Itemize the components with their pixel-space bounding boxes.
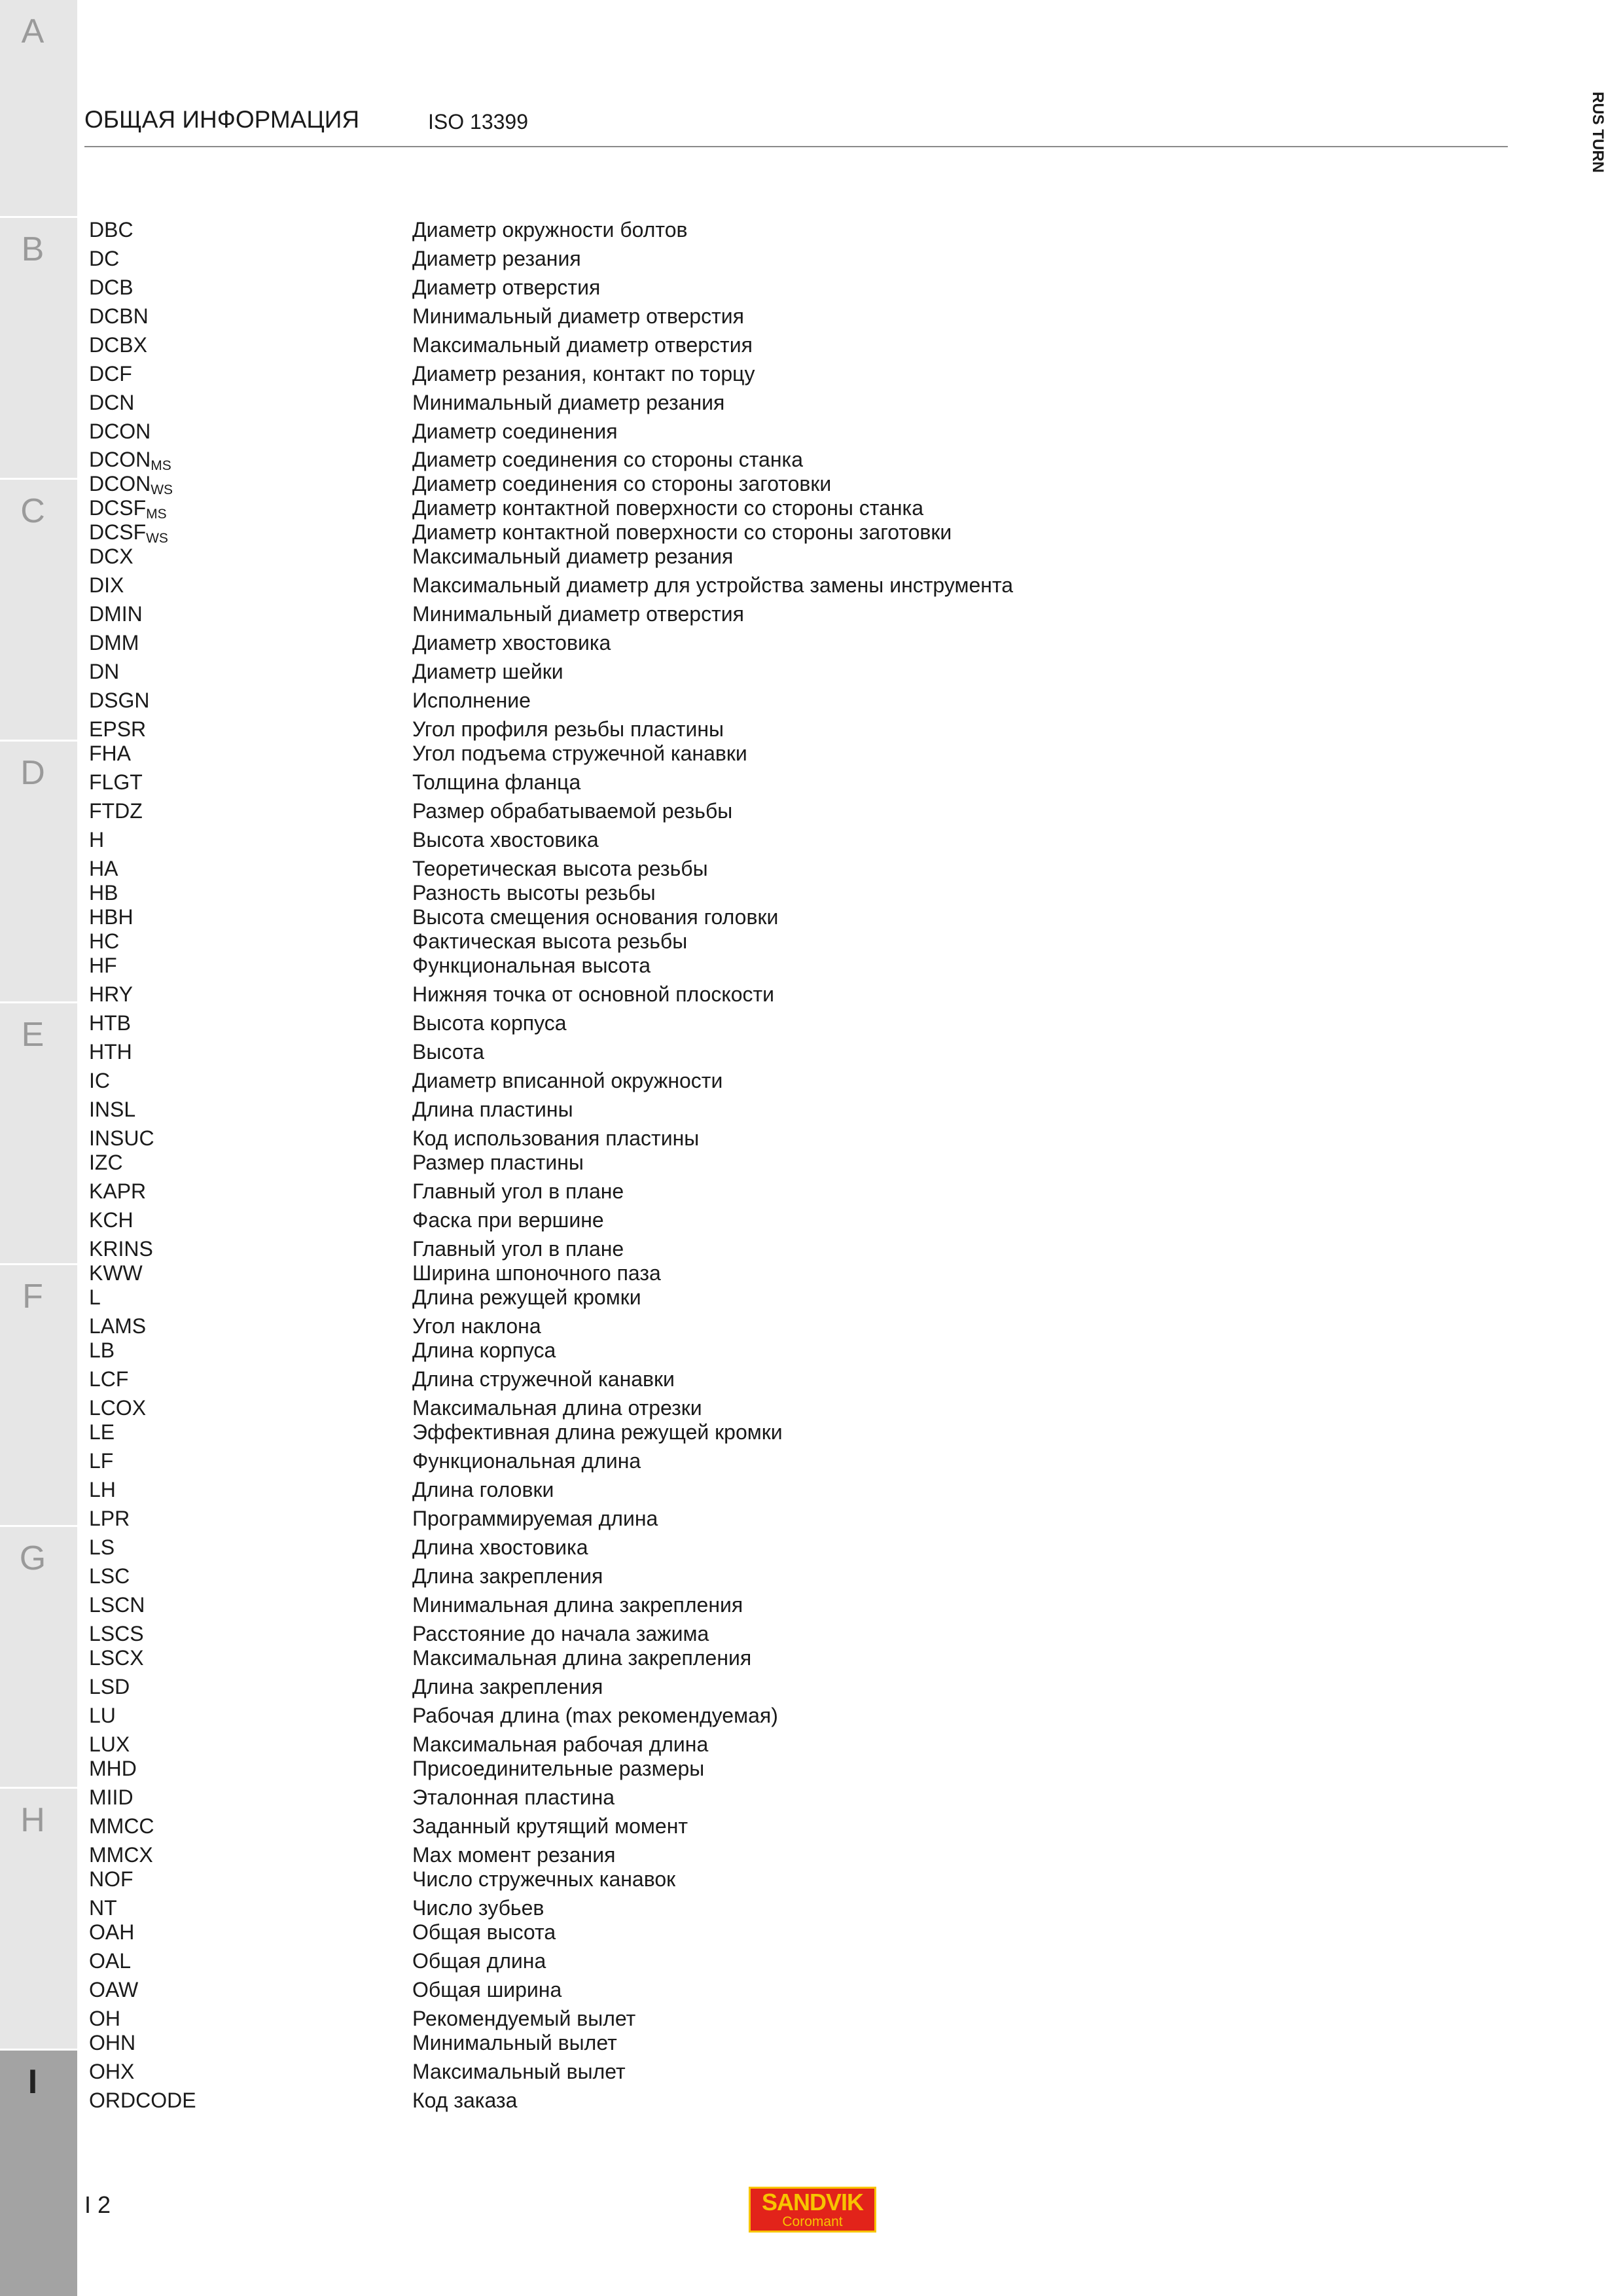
abbreviation-code [89, 1535, 115, 1560]
code-text: DCBN [89, 304, 149, 328]
abbreviation-description: Диаметр окружности болтов [412, 218, 688, 242]
abbreviation-description: Максимальный вылет [412, 2060, 626, 2083]
abbreviation-code [89, 1843, 153, 1867]
code-text: DN [89, 660, 120, 683]
abbreviation-description: Диаметр контактной поверхности со стороны заготовки [412, 520, 952, 544]
code-text: DCON [89, 472, 151, 495]
abbreviation-code [89, 520, 168, 547]
tab-g[interactable] [0, 1527, 77, 1787]
tab-f[interactable] [0, 1265, 77, 1525]
code-text: OH [89, 2007, 120, 2030]
abbreviation-description: Эталонная пластина [412, 1785, 615, 1809]
abbreviation-code [89, 1285, 101, 1310]
code-text: HC [89, 929, 120, 953]
abbreviation-description: Длина закрепления [412, 1564, 603, 1588]
abbreviation-description: Диаметр вписанной окружности [412, 1069, 723, 1092]
code-text: FHA [89, 742, 131, 765]
code-text: DMM [89, 631, 139, 655]
code-text: DIX [89, 573, 124, 597]
tab-e[interactable] [0, 1003, 77, 1263]
abbreviation-description: Max момент резания [412, 1843, 616, 1867]
side-language-label: RUS TURN [1589, 92, 1607, 173]
abbreviation-description: Максимальный диаметр для устройства замены инструмента [412, 573, 1014, 597]
abbreviation-code [89, 1261, 143, 1285]
abbreviation-description: Эффективная длина режущей кромки [412, 1420, 783, 1444]
code-text: L [89, 1285, 101, 1309]
code-text: DCBX [89, 333, 147, 357]
abbreviation-code [89, 631, 139, 655]
abbreviation-description: Диаметр хвостовика [412, 631, 611, 655]
tab-letter: C [20, 492, 45, 530]
abbreviation-description: Минимальный вылет [412, 2031, 617, 2054]
abbreviation-code [89, 2031, 135, 2055]
abbreviation-description: Длина стружечной канавки [412, 1367, 675, 1391]
abbreviation-code [89, 717, 146, 742]
abbreviation-code [89, 1237, 153, 1261]
abbreviation-code [89, 1978, 138, 2002]
code-text: DCF [89, 362, 132, 386]
abbreviation-code [89, 799, 143, 823]
code-subscript: WS [146, 531, 168, 546]
code-text: LH [89, 1478, 116, 1501]
abbreviation-code [89, 954, 117, 978]
logo-sub: Coromant [782, 2214, 843, 2229]
code-text: HF [89, 954, 117, 977]
abbreviation-code [89, 1478, 116, 1502]
code-text: NOF [89, 1867, 134, 1891]
abbreviation-description: Минимальный диаметр отверстия [412, 304, 744, 328]
abbreviation-code [89, 881, 118, 905]
abbreviation-code [89, 1040, 132, 1064]
abbreviation-description: Угол подъема стружечной канавки [412, 742, 747, 765]
code-text: KAPR [89, 1179, 147, 1203]
code-text: DCSF [89, 520, 147, 544]
abbreviation-description: Главный угол в плане [412, 1237, 624, 1261]
abbreviation-description: Длина хвостовика [412, 1535, 588, 1559]
abbreviation-code [89, 1704, 116, 1728]
code-text: MHD [89, 1757, 137, 1780]
code-text: DCB [89, 276, 134, 299]
code-text: INSUC [89, 1126, 154, 1150]
tab-b[interactable] [0, 218, 77, 478]
tab-letter: G [19, 1539, 46, 1577]
code-text: DCON [89, 420, 151, 443]
code-text: ORDCODE [89, 2089, 196, 2112]
abbreviation-code [89, 1367, 128, 1391]
code-subscript: MS [146, 507, 167, 522]
code-text: FLGT [89, 770, 143, 794]
abbreviation-code [89, 1593, 145, 1617]
abbreviation-code [89, 857, 118, 881]
code-text: LCOX [89, 1396, 147, 1420]
abbreviation-code [89, 1396, 146, 1420]
code-text: DSGN [89, 689, 150, 712]
code-text: MMCC [89, 1814, 154, 1838]
abbreviation-code [89, 770, 143, 795]
abbreviation-code [89, 1011, 131, 1035]
abbreviation-code [89, 1949, 131, 1973]
code-text: KCH [89, 1208, 134, 1232]
abbreviation-code [89, 1151, 123, 1175]
code-text: KWW [89, 1261, 143, 1285]
code-text: DC [89, 247, 120, 270]
code-text: HBH [89, 905, 134, 929]
tab-a[interactable] [0, 0, 77, 216]
code-text: OAH [89, 1920, 135, 1944]
code-text: HB [89, 881, 118, 905]
code-text: HTH [89, 1040, 132, 1064]
sandvik-coromant-logo [749, 2187, 876, 2233]
section-title: ОБЩАЯ ИНФОРМАЦИЯ [84, 106, 360, 133]
abbreviation-description: Диаметр отверстия [412, 276, 601, 299]
code-text: INSL [89, 1098, 136, 1121]
abbreviation-description: Число зубьев [412, 1896, 544, 1920]
abbreviation-description: Общая ширина [412, 1978, 562, 2001]
abbreviation-description: Максимальная длина отрезки [412, 1396, 702, 1420]
abbreviation-code [89, 1449, 113, 1473]
abbreviation-description: Теоретическая высота резьбы [412, 857, 708, 880]
abbreviation-description: Диаметр соединения [412, 420, 618, 443]
abbreviation-code [89, 276, 134, 300]
code-text: LS [89, 1535, 115, 1559]
abbreviation-code [89, 1208, 134, 1232]
code-text: LCF [89, 1367, 129, 1391]
code-text: DMIN [89, 602, 143, 626]
abbreviation-description: Максимальная рабочая длина [412, 1732, 709, 1756]
tab-d[interactable] [0, 742, 77, 1001]
code-text: OAL [89, 1949, 132, 1973]
code-text: FTDZ [89, 799, 143, 823]
abbreviation-code [89, 1622, 144, 1646]
abbreviation-description: Рекомендуемый вылет [412, 2007, 636, 2030]
abbreviation-description: Расстояние до начала зажима [412, 1622, 709, 1645]
code-text: NT [89, 1896, 117, 1920]
abbreviation-description: Главный угол в плане [412, 1179, 624, 1203]
abbreviation-description: Диаметр соединения со стороны станка [412, 448, 804, 471]
abbreviation-code [89, 982, 133, 1007]
abbreviation-description: Код использования пластины [412, 1126, 700, 1150]
abbreviation-code [89, 1420, 115, 1444]
code-text: KRINS [89, 1237, 153, 1261]
code-text: DBC [89, 218, 134, 242]
abbreviation-description: Число стружечных канавок [412, 1867, 676, 1891]
abbreviation-code [89, 333, 147, 357]
code-text: LAMS [89, 1314, 147, 1338]
tab-letter: D [20, 754, 45, 792]
abbreviation-description: Программируемая длина [412, 1507, 658, 1530]
abbreviation-code [89, 1814, 154, 1839]
abbreviation-description: Максимальная длина закрепления [412, 1646, 752, 1670]
code-text: H [89, 828, 105, 852]
abbreviation-description: Максимальный диаметр отверстия [412, 333, 753, 357]
abbreviation-code [89, 2060, 134, 2084]
code-text: HRY [89, 982, 133, 1006]
abbreviation-description: Минимальная длина закрепления [412, 1593, 743, 1617]
tab-letter: B [21, 230, 45, 268]
abbreviation-description: Максимальный диаметр резания [412, 545, 734, 568]
abbreviation-code [89, 905, 134, 929]
abbreviation-description: Диаметр шейки [412, 660, 563, 683]
abbreviation-description: Исполнение [412, 689, 531, 712]
code-text: DCX [89, 545, 134, 568]
tab-letter: F [22, 1278, 43, 1316]
tab-letter: A [21, 12, 45, 50]
abbreviation-code [89, 1314, 146, 1338]
abbreviation-code [89, 742, 131, 766]
code-text: LPR [89, 1507, 130, 1530]
code-text: LSCS [89, 1622, 144, 1645]
tab-c[interactable] [0, 480, 77, 740]
code-text: DCON [89, 448, 151, 471]
abbreviation-code [89, 1507, 130, 1531]
code-text: LU [89, 1704, 116, 1727]
abbreviation-description: Диаметр контактной поверхности со стороны станка [412, 496, 924, 520]
abbreviation-description: Угол наклона [412, 1314, 541, 1338]
abbreviation-code [89, 1564, 130, 1588]
abbreviation-code [89, 496, 167, 522]
abbreviation-description: Размер пластины [412, 1151, 584, 1174]
abbreviation-description: Высота корпуса [412, 1011, 567, 1035]
code-text: LSD [89, 1675, 130, 1698]
code-text: LB [89, 1338, 115, 1362]
code-text: OAW [89, 1978, 139, 2001]
abbreviation-code [89, 828, 104, 852]
abbreviation-code [89, 1675, 130, 1699]
abbreviation-code [89, 304, 149, 329]
abbreviation-code [89, 1069, 110, 1093]
code-text: OHX [89, 2060, 135, 2083]
tab-i[interactable] [0, 2051, 77, 2296]
abbreviation-code [89, 1896, 117, 1920]
abbreviation-code [89, 448, 171, 474]
abbreviation-description: Минимальный диаметр резания [412, 391, 725, 414]
abbreviation-description: Диаметр резания, контакт по торцу [412, 362, 755, 386]
abbreviation-description: Минимальный диаметр отверстия [412, 602, 744, 626]
tab-letter: I [27, 2063, 38, 2101]
tab-h[interactable] [0, 1789, 77, 2049]
abbreviation-code [89, 929, 119, 954]
code-text: OHN [89, 2031, 136, 2054]
abbreviation-description: Длина пластины [412, 1098, 573, 1121]
abbreviation-description: Функциональная высота [412, 954, 651, 977]
abbreviation-code [89, 1646, 144, 1670]
code-text: LSCX [89, 1646, 144, 1670]
abbreviation-code [89, 602, 143, 626]
abbreviation-description: Общая высота [412, 1920, 556, 1944]
tab-letter: H [20, 1801, 45, 1839]
code-text: EPSR [89, 717, 147, 741]
abbreviation-code [89, 689, 149, 713]
header-divider [84, 146, 1508, 147]
code-text: LF [89, 1449, 114, 1473]
code-subscript: MS [151, 458, 171, 473]
abbreviation-code [89, 545, 134, 569]
abbreviation-code [89, 1785, 134, 1810]
code-text: HA [89, 857, 118, 880]
abbreviation-description: Толщина фланца [412, 770, 581, 794]
abbreviation-code [89, 660, 119, 684]
abbreviation-code [89, 1920, 134, 1945]
abbreviation-code [89, 1098, 135, 1122]
abbreviation-description: Длина корпуса [412, 1338, 556, 1362]
abbreviation-description: Функциональная длина [412, 1449, 641, 1473]
abbreviation-code [89, 573, 124, 598]
abbreviation-description: Длина головки [412, 1478, 554, 1501]
abbreviation-description: Разность высоты резьбы [412, 881, 656, 905]
abbreviation-description: Нижняя точка от основной плоскости [412, 982, 775, 1006]
abbreviation-description: Размер обрабатываемой резьбы [412, 799, 733, 823]
abbreviation-code [89, 1867, 134, 1892]
section-tabs [0, 0, 77, 2296]
abbreviation-description: Высота [412, 1040, 484, 1064]
abbreviation-description: Высота смещения основания головки [412, 905, 779, 929]
code-text: DCSF [89, 496, 147, 520]
abbreviation-description: Диаметр резания [412, 247, 581, 270]
abbreviation-code [89, 1126, 154, 1151]
abbreviation-description: Угол профиля резьбы пластины [412, 717, 724, 741]
abbreviation-description: Длина режущей кромки [412, 1285, 641, 1309]
abbreviation-code [89, 247, 119, 271]
abbreviation-description: Рабочая длина (max рекомендуемая) [412, 1704, 778, 1727]
abbreviation-description: Присоединительные размеры [412, 1757, 705, 1780]
abbreviation-description: Диаметр соединения со стороны заготовки [412, 472, 832, 495]
code-subscript: WS [151, 482, 173, 497]
abbreviation-description: Фактическая высота резьбы [412, 929, 688, 953]
code-text: LSC [89, 1564, 130, 1588]
code-text: HTB [89, 1011, 131, 1035]
abbreviation-description: Длина закрепления [412, 1675, 603, 1698]
page-number: I 2 [84, 2191, 111, 2218]
abbreviation-description: Заданный крутящий момент [412, 1814, 688, 1838]
code-text: LSCN [89, 1593, 145, 1617]
code-text: IC [89, 1069, 110, 1092]
code-text: LE [89, 1420, 115, 1444]
abbreviation-description: Фаска при вершине [412, 1208, 604, 1232]
abbreviation-code [89, 1732, 130, 1757]
abbreviation-description: Высота хвостовика [412, 828, 599, 852]
abbreviation-code [89, 1757, 137, 1781]
code-text: MIID [89, 1785, 134, 1809]
abbreviation-code [89, 1179, 146, 1204]
abbreviation-description: Ширина шпоночного паза [412, 1261, 661, 1285]
abbreviation-description: Общая длина [412, 1949, 546, 1973]
tab-letter: E [21, 1016, 45, 1054]
abbreviation-description: Код заказа [412, 2089, 518, 2112]
abbreviation-code [89, 472, 173, 498]
code-text: MMCX [89, 1843, 153, 1867]
logo-brand: SANDVIK [761, 2189, 864, 2215]
code-text: IZC [89, 1151, 123, 1174]
standard-label: ISO 13399 [428, 110, 528, 134]
abbreviation-code [89, 2007, 120, 2031]
abbreviation-code [89, 218, 134, 242]
code-text: LUX [89, 1732, 130, 1756]
abbreviation-code [89, 420, 151, 444]
code-text: DCN [89, 391, 135, 414]
abbreviation-code [89, 2089, 196, 2113]
abbreviation-code [89, 391, 134, 415]
abbreviation-code [89, 362, 132, 386]
abbreviation-code [89, 1338, 115, 1363]
